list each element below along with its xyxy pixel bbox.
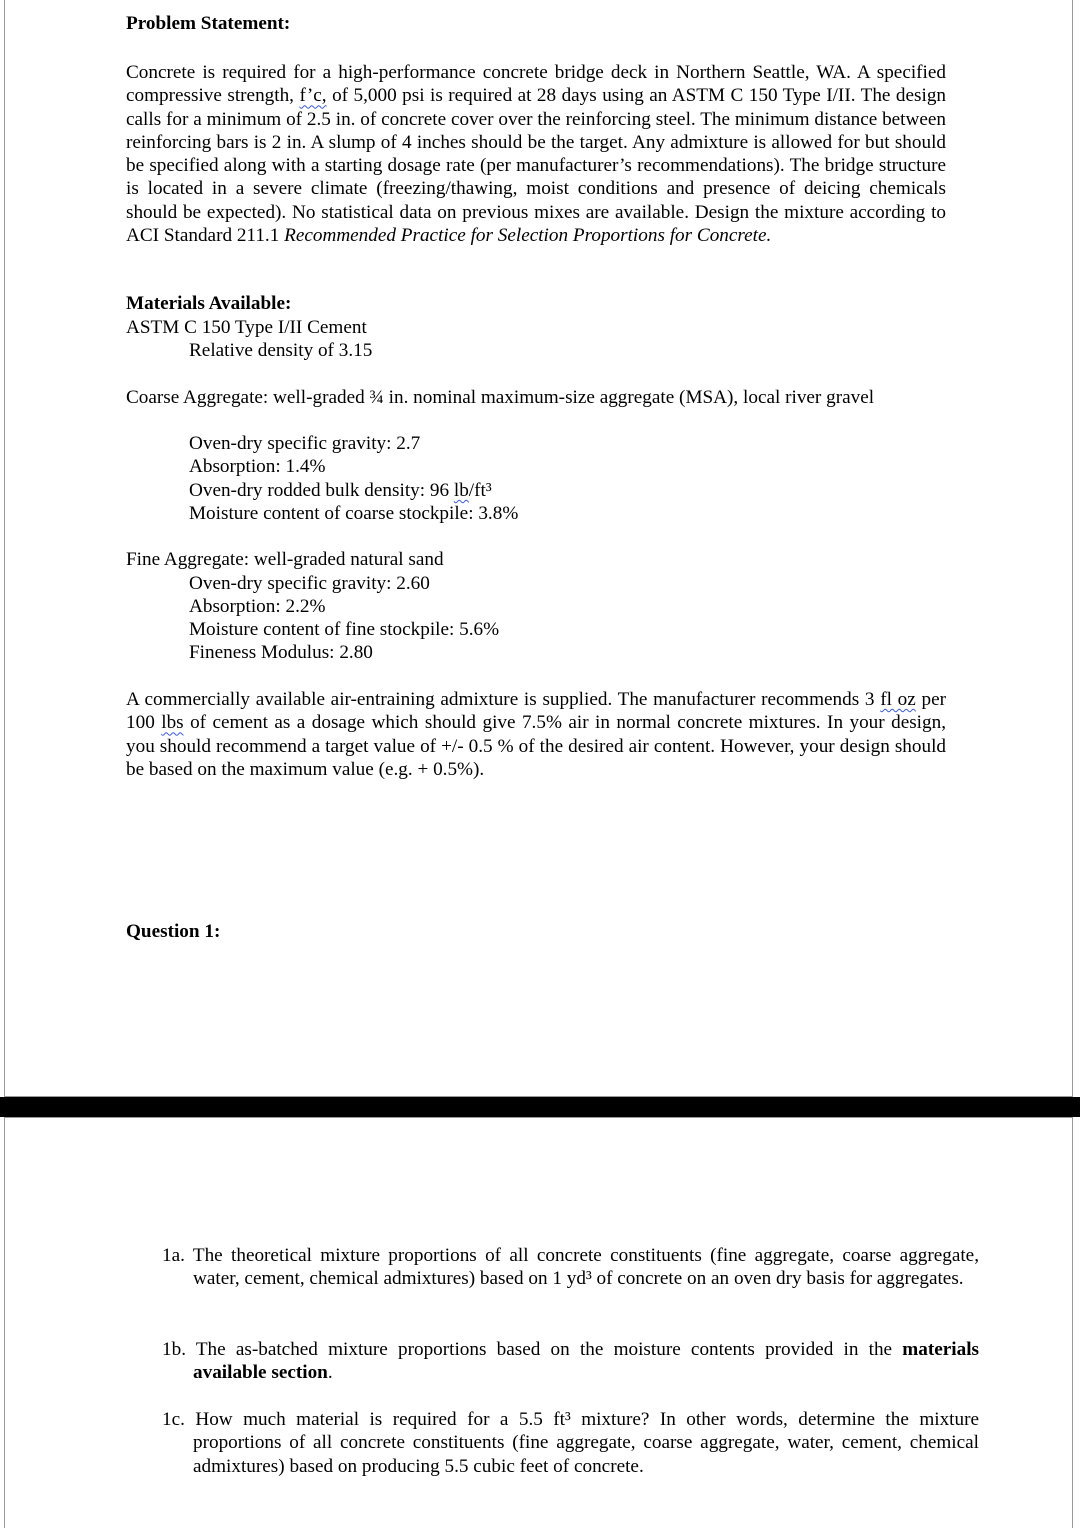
page-gap [0,1097,1080,1117]
question-1a: 1a. The theoretical mixture proportions of all concrete constituents (fine aggregate, coarse aggregate, water, cement, chemical admixtures) based on 1 yd³ of concrete on an oven dry basis for aggregates. [162,1245,979,1290]
coarse-bulk-density-text: Oven-dry rodded bulk density: 96 [189,480,454,501]
fineness-modulus: Fineness Modulus: 2.80 [189,642,373,663]
question-1-heading: Question 1: [126,921,221,942]
admixture-lbs: lbs [161,712,184,734]
coarse-aggregate-title: Coarse Aggregate: well-graded ¾ in. nominal maximum-size aggregate (MSA), local river gravel [126,387,875,408]
problem-statement-paragraph [126,61,946,247]
fine-moisture-content: Moisture content of fine stockpile: 5.6% [189,619,500,640]
fine-absorption: Absorption: 2.2% [189,596,326,617]
coarse-specific-gravity: Oven-dry specific gravity: 2.7 [189,433,421,454]
problem-statement-heading: Problem Statement: [126,13,291,34]
fine-specific-gravity: Oven-dry specific gravity: 2.60 [189,573,430,594]
question-1b [162,1338,979,1385]
problem-text-italic: Recommended Practice for Selection Proportions for Concrete. [284,225,772,247]
question-1c: 1c. How much material is required for a 5.5 ft³ mixture? In other words, determine the mixture proportions of all concrete constituents (fine aggregate, coarse aggregate, water, cement, chemical admixtures) based on producing 5.5 cubic feet of concrete. [162,1409,979,1477]
coarse-bulk-density [126,479,1009,502]
fine-aggregate-title: Fine Aggregate: well-graded natural sand [126,549,444,570]
fc-symbol: f’c, [299,85,327,107]
coarse-moisture-content: Moisture content of coarse stockpile: 3.8% [189,503,519,524]
admixture-text-b: per 100 [126,689,946,734]
question-1b-period: . [327,1362,333,1384]
admixture-floz: fl oz [880,689,916,710]
problem-text-b: of 5,000 psi is required at 28 days using an ASTM C 150 Type I/II. The design calls for a minimum of 2.5 in. of concrete cover over the reinforcing steel. The minimum distance between reinforcing bars is 2 in. A slump of 4 inches should be the target. Any admixture is allowed for but should be specified along with a starting dosage rate (per manufacturer’s recommendations). The bridge structure is located in a severe climate (freezing/thawing, moist conditions and presence of deicing chemicals should be expected). No statistical data on previous mixes are available. Design the mixture according to ACI Standard 211.1 [126,85,947,247]
coarse-bulk-density-unit-suffix: /ft³ [468,480,492,501]
problem-text-a: Concrete is required for a high-performance concrete bridge deck in Northern Seattle, WA. A specified compressive strength, [126,62,946,107]
question-1b-text: 1b. The as-batched mixture proportions based on the moisture contents provided in the [162,1339,903,1360]
materials-heading: Materials Available: [126,293,292,314]
cement-title: ASTM C 150 Type I/II Cement [126,317,367,338]
admixture-text-a: A commercially available air-entraining admixture is supplied. The manufacturer recommends 3 [126,689,881,710]
admixture-text-c: of cement as a dosage which should give 7.5% air in normal concrete mixtures. In your design, you should recommend a target value of +/- 0.5 % of the desired air content. However, your design should be based on the maximum value (e.g. + 0.5%). [126,712,947,780]
admixture-paragraph [126,688,946,781]
question-1b-bold: materials available section [193,1339,979,1384]
coarse-bulk-density-unit: lb [453,480,469,501]
cement-density: Relative density of 3.15 [189,340,373,361]
coarse-absorption: Absorption: 1.4% [189,456,326,477]
